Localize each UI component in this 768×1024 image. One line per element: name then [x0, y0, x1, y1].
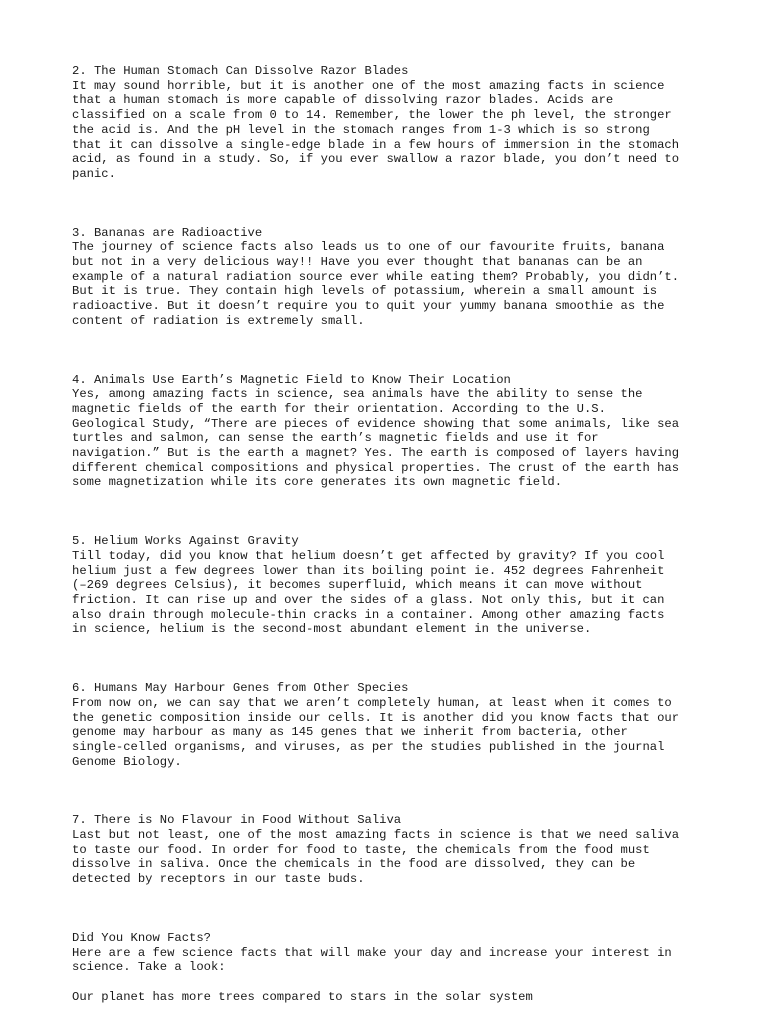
paragraph-line: single-celled organisms, and viruses, as per the studies published in the journal — [72, 739, 665, 754]
paragraph-line: helium just a few degrees lower than its boiling point ie. 452 degrees Fahrenheit — [72, 563, 665, 578]
paragraph-line: panic. — [72, 166, 116, 181]
paragraph-line: From now on, we can say that we aren’t completely human, at least when it comes to — [72, 695, 672, 710]
section-heading: Did You Know Facts? — [72, 930, 211, 945]
paragraph-line: magnetic fields of the earth for their orientation. According to the U.S. — [72, 401, 606, 416]
paragraph-line: dissolve in saliva. Once the chemicals in the food are dissolved, they can be — [72, 857, 636, 872]
paragraph-line: that it can dissolve a single-edge blade in a few hours of immersion in the stomach — [72, 137, 680, 152]
paragraph-line: some magnetization while its core generates its own magnetic field. — [72, 475, 563, 490]
paragraph-line: The journey of science facts also leads us to one of our favourite fruits, banana — [72, 240, 665, 255]
section-spacer — [72, 182, 712, 226]
section-bananas — [72, 226, 712, 329]
paragraph-line: navigation.” But is the earth a magnet? Yes. The earth is composed of layers having — [72, 446, 680, 461]
paragraph-line: Geological Study, “There are pieces of evidence showing that some animals, like sea — [72, 416, 680, 431]
section-spacer — [72, 490, 712, 534]
section-heading: 3. Bananas are Radioactive — [72, 225, 263, 240]
section-saliva — [72, 813, 712, 887]
paragraph-line: Till today, did you know that helium doesn’t get affected by gravity? If you cool — [72, 548, 665, 563]
section-heading: 6. Humans May Harbour Genes from Other Species — [72, 681, 409, 696]
section-razor-blades — [72, 64, 712, 182]
paragraph-line: Yes, among amazing facts in science, sea animals have the ability to sense the — [72, 387, 643, 402]
paragraph-line: example of a natural radiation source ever while eating them? Probably, you didn’t. — [72, 269, 680, 284]
paragraph-line: genome may harbour as many as 145 genes that we inherit from bacteria, other — [72, 725, 628, 740]
paragraph-line: also drain through molecule-thin cracks in a container. Among other amazing facts — [72, 607, 665, 622]
section-magnetic-field — [72, 373, 712, 491]
paragraph-line: (–269 degrees Celsius), it becomes superfluid, which means it can move without — [72, 578, 643, 593]
paragraph-line: Genome Biology. — [72, 754, 182, 769]
paragraph-line: It may sound horrible, but it is another one of the most amazing facts in science — [72, 78, 665, 93]
paragraph-line: radioactive. But it doesn’t require you to quit your yummy banana smoothie as the — [72, 299, 665, 314]
paragraph-line: the acid is. And the pH level in the stomach ranges from 1-3 which is so strong — [72, 122, 650, 137]
paragraph-line: the genetic composition inside our cells. It is another did you know facts that our — [72, 710, 680, 725]
paragraph-line: but not in a very delicious way!! Have you ever thought that bananas can be an — [72, 255, 643, 270]
paragraph-line: science. Take a look: — [72, 960, 226, 975]
section-heading: 5. Helium Works Against Gravity — [72, 534, 299, 549]
paragraph-line: classified on a scale from 0 to 14. Remember, the lower the ph level, the stronger — [72, 108, 672, 123]
paragraph-line: turtles and salmon, can sense the earth’s magnetic fields and use it for — [72, 431, 599, 446]
paragraph-line: Here are a few science facts that will make your day and increase your interest in — [72, 945, 672, 960]
section-spacer — [72, 329, 712, 373]
document-page — [72, 64, 712, 1005]
paragraph-line: friction. It can rise up and over the sides of a glass. Not only this, but it can — [72, 592, 665, 607]
paragraph-line: that a human stomach is more capable of dissolving razor blades. Acids are — [72, 93, 614, 108]
section-spacer — [72, 887, 712, 931]
paragraph-line: content of radiation is extremely small. — [72, 313, 365, 328]
section-spacer — [72, 769, 712, 813]
paragraph-line: detected by receptors in our taste buds. — [72, 872, 365, 887]
section-spacer — [72, 637, 712, 681]
section-helium — [72, 534, 712, 637]
paragraph-line: acid, as found in a study. So, if you ever swallow a razor blade, you don’t need to — [72, 152, 680, 167]
section-genes — [72, 681, 712, 769]
paragraph-spacer — [72, 975, 712, 990]
section-heading: 4. Animals Use Earth’s Magnetic Field to Know Their Location — [72, 372, 511, 387]
paragraph-line: different chemical compositions and physical properties. The crust of the earth has — [72, 460, 680, 475]
paragraph-line: in science, helium is the second-most abundant element in the universe. — [72, 622, 592, 637]
paragraph-line: But it is true. They contain high levels of potassium, wherein a small amount is — [72, 284, 658, 299]
section-heading: 7. There is No Flavour in Food Without Saliva — [72, 813, 402, 828]
section-did-you-know — [72, 931, 712, 975]
paragraph-line: to taste our food. In order for food to taste, the chemicals from the food must — [72, 842, 650, 857]
section-heading: 2. The Human Stomach Can Dissolve Razor Blades — [72, 64, 409, 78]
closing-fact-line: Our planet has more trees compared to stars in the solar system — [72, 989, 533, 1004]
paragraph-line: Last but not least, one of the most amazing facts in science is that we need saliva — [72, 828, 680, 843]
